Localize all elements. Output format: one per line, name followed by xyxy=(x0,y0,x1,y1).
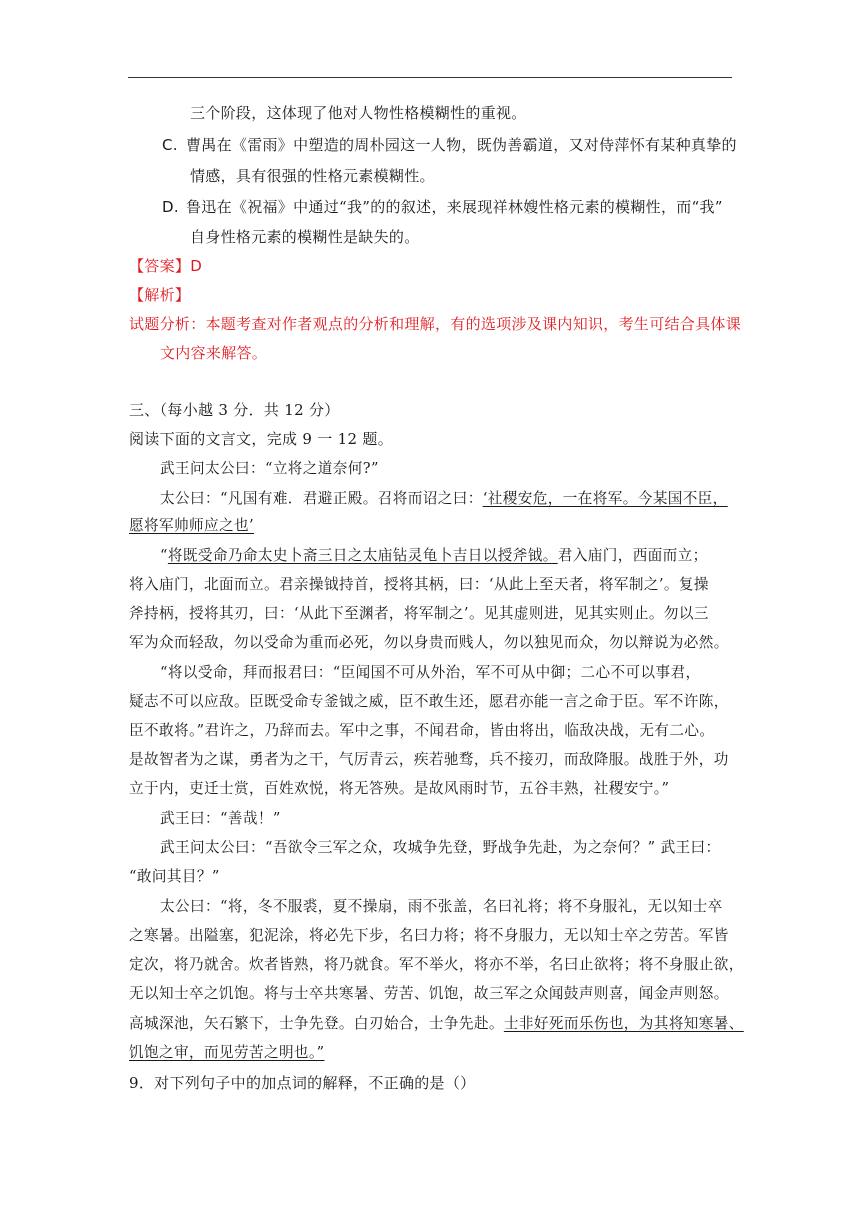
passage-line: 疑志不可以应敌。臣既受命专釜钺之威，臣不敢生还，愿君亦能一言之命于臣。军不许陈， xyxy=(129,693,729,710)
passage-line: 武王问太公曰：“吾欲令三军之众，攻城争先登，野战争先赴，为之奈何？” 武王曰： xyxy=(160,839,721,856)
passage-line: “敢问其目？” xyxy=(129,868,220,885)
passage-line xyxy=(160,489,728,509)
option-c-text-1: 曹禺在《雷雨》中塑造的周朴园这一人物，既伪善霸道，又对侍萍怀有某种真挚的 xyxy=(186,136,737,154)
passage-line: 臣不敢将。”君许之，乃辞而去。军中之事，不闻君命，皆由将出，临敌决战，无有二心。 xyxy=(129,722,715,739)
option-d-text-1: 鲁迅在《祝福》中通过“我”的的叙述，来展现祥林嫂性格元素的模糊性，而“我” xyxy=(186,198,723,216)
passage-line: 斧持柄，授将其刃，曰：‘从此下至渊者，将军制之’。见其虚则进，见其实则止。勿以三 xyxy=(129,605,709,622)
underlined-sentence: ‘社稷安危，一在将军。今某国不臣， xyxy=(482,490,728,507)
passage-line xyxy=(129,1014,744,1034)
passage-line: 之寒暑。出隘塞，犯泥涂，将必先下步，名曰力将；将不身服力，无以知士卒之劳苦。军皆 xyxy=(129,927,729,944)
passage-line: 军为众而轻敌，勿以受命为重而必死，勿以身贵而贱人，勿以独见而众，勿以辩说为必然。 xyxy=(129,634,729,651)
analysis-text-1: 试题分析：本题考查对作者观点的分析和理解，有的选项涉及课内知识，考生可结合具体课 xyxy=(129,315,742,333)
passage-text: 君入庙门，西面而立； xyxy=(557,547,708,564)
passage-line xyxy=(129,1043,324,1063)
answer-tag: 【答案】 xyxy=(129,257,191,275)
passage-line: 是故智者为之谋，勇者为之干，气厉青云，疾若驰骛，兵不接刃，而敌降服。战胜于外，功 xyxy=(129,751,729,768)
option-d-label: D. xyxy=(162,198,179,216)
underlined-sentence: 饥饱之审，而见劳苦之明也。” xyxy=(129,1044,325,1061)
option-b-continuation: 三个阶段，这体现了他对人物性格模糊性的重视。 xyxy=(190,104,527,122)
passage-line: 定次，将乃就舍。炊者皆熟，将乃就食。军不举火，将亦不举，名曰止欲将；将不身服止欲， xyxy=(129,956,744,973)
underlined-sentence: 愿将军帅师应之也’ xyxy=(129,517,254,534)
section-instruction: 阅读下面的文言文，完成 9 一 12 题。 xyxy=(129,430,394,448)
underlined-sentence: 士非好死而乐伤也，为其将知寒暑、 xyxy=(503,1015,744,1032)
underlined-sentence: 将既受命乃命太史卜斋三日之太庙钻灵龟卜吉日以授斧钺。 xyxy=(167,547,558,564)
analysis-label: 【解析】 xyxy=(129,286,191,304)
passage-text: “ xyxy=(160,547,168,564)
question-9: 9．对下列句子中的加点词的解释，不正确的是（） xyxy=(129,1074,476,1092)
section-heading: 三、（每小越 3 分．共 12 分） xyxy=(129,401,340,419)
passage-line: 太公曰：“将，冬不服裘，夏不操扇，雨不张盖，名曰礼将；将不身服礼，无以知士卒 xyxy=(160,898,723,915)
passage-line xyxy=(129,516,254,536)
header-rule xyxy=(128,77,732,78)
passage-line: “将以受命，拜而报君曰：“臣闻国不可从外治，军不可从中御；二心不可以事君， xyxy=(160,664,701,681)
passage-line xyxy=(160,546,708,566)
passage-line: 无以知士卒之饥饱。将与士卒共寒暑、劳苦、饥饱，故三军之众闻鼓声则喜，闻金声则怒。 xyxy=(129,985,729,1002)
option-c-label: C. xyxy=(162,136,178,154)
passage-line: 武王曰：“善哉！” xyxy=(160,810,281,827)
passage-line: 将入庙门，北面而立。君亲操钺持首，授将其柄，曰：‘从此上至天者，将军制之’。复操 xyxy=(129,576,709,593)
passage-line: 武王问太公曰：“立将之道奈何?” xyxy=(160,460,379,477)
analysis-text-2: 文内容来解答。 xyxy=(160,344,268,362)
option-d-text-2: 自身性格元素的模糊性是缺失的。 xyxy=(190,228,420,246)
option-c-text-2: 情感，具有很强的性格元素模糊性。 xyxy=(190,167,435,185)
passage-line: 立于内，吏迁士赏，百姓欢悦，将无答殃。是故风雨时节，五谷丰熟，社稷安宁。” xyxy=(129,780,670,797)
answer-label xyxy=(129,256,202,276)
answer-value: D xyxy=(190,257,203,275)
passage-text: 高城深池，矢石繁下，士争先登。白刃始合，士争先赴。 xyxy=(129,1015,504,1032)
passage-text: 太公曰：“凡国有难．君避正殿。召将而诏之曰： xyxy=(160,490,483,507)
